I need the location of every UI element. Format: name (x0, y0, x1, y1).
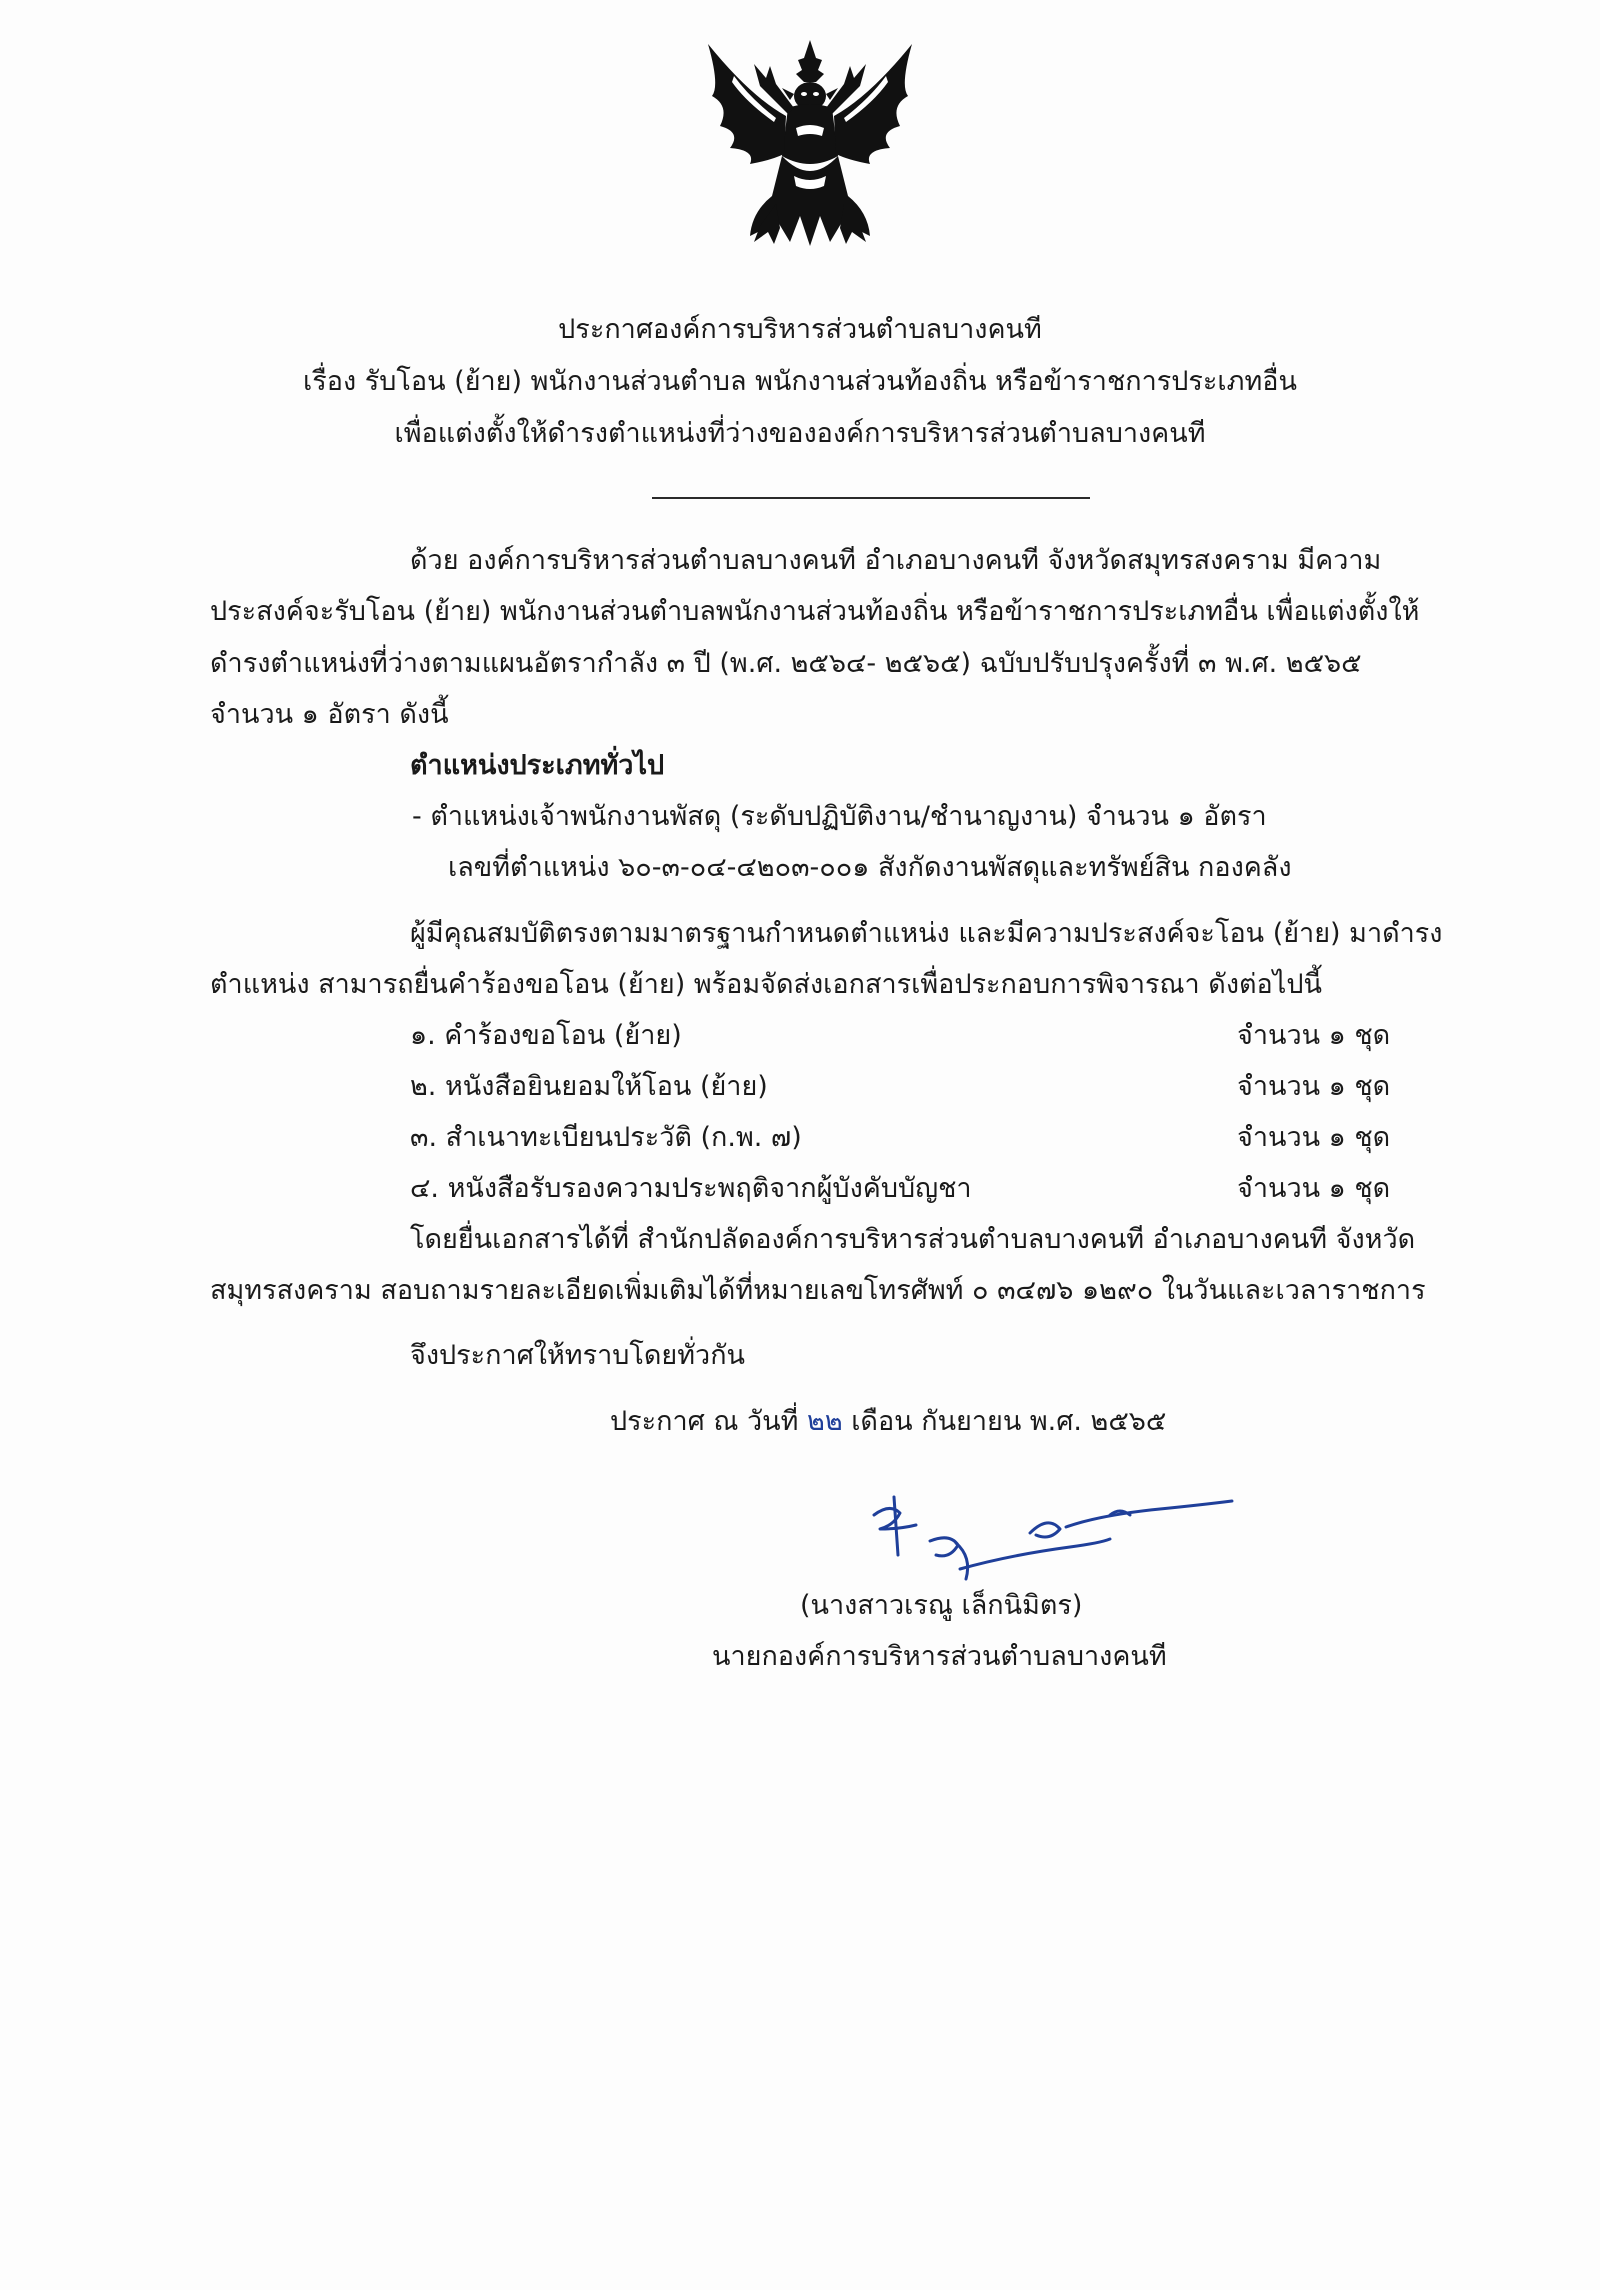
garuda-emblem-icon (690, 36, 930, 251)
intro-line-4: จำนวน ๑ อัตรา ดังนี้ (210, 699, 449, 730)
document-item-1: ๑. คำร้องขอโอน (ย้าย) (410, 1020, 682, 1051)
announcement-subject: เรื่อง รับโอน (ย้าย) พนักงานส่วนตำบล พนักงานส่วนท้องถิ่น หรือข้าราชการประเภทอื่น (303, 366, 1297, 397)
signatory-title: นายกองค์การบริหารส่วนตำบลบางคนที (712, 1641, 1167, 1672)
position-number-line: เลขที่ตำแหน่ง ๖๐-๓-๐๔-๔๒๐๓-๐๐๑ สังกัดงานพัสดุและทรัพย์สิน กองคลัง (448, 852, 1292, 883)
requirements-line-1: ผู้มีคุณสมบัติตรงตามมาตรฐานกำหนดตำแหน่ง และมีความประสงค์จะโอน (ย้าย) มาดำรง (410, 918, 1443, 949)
submission-line-1: โดยยื่นเอกสารได้ที่ สำนักปลัดองค์การบริหารส่วนตำบลบางคนที อำเภอบางคนที จังหวัด (410, 1224, 1416, 1255)
intro-line-2: ประสงค์จะรับโอน (ย้าย) พนักงานส่วนตำบลพนักงานส่วนท้องถิ่น หรือข้าราชการประเภทอื่น เพื่อแต่งตั้งให้ (210, 596, 1420, 627)
date-prefix: ประกาศ ณ วันที่ (610, 1406, 808, 1437)
position-title-line: - ตำแหน่งเจ้าพนักงานพัสดุ (ระดับปฏิบัติงาน/ชำนาญงาน) จำนวน ๑ อัตรา (412, 801, 1267, 832)
document-quantity-2: จำนวน ๑ ชุด (1237, 1071, 1391, 1102)
title-divider (652, 497, 1090, 499)
handwritten-signature-icon (860, 1485, 1240, 1595)
submission-line-2: สมุทรสงคราม สอบถามรายละเอียดเพิ่มเติมได้ที่หมายเลขโทรศัพท์ ๐ ๓๔๗๖ ๑๒๙๐ ในวันและเวลาราชการ (210, 1275, 1426, 1306)
date-day: ๒๒ (807, 1406, 843, 1437)
position-category-heading: ตำแหน่งประเภททั่วไป (410, 750, 665, 781)
date-suffix: เดือน กันยายน พ.ศ. ๒๕๖๕ (842, 1406, 1167, 1437)
requirements-line-2: ตำแหน่ง สามารถยื่นคำร้องขอโอน (ย้าย) พร้อมจัดส่งเอกสารเพื่อประกอบการพิจารณา ดังต่อไปนี้ (210, 969, 1322, 1000)
announcement-date (610, 1404, 1166, 1440)
document-quantity-3: จำนวน ๑ ชุด (1237, 1122, 1391, 1153)
document-item-2: ๒. หนังสือยินยอมให้โอน (ย้าย) (410, 1071, 768, 1102)
document-quantity-4: จำนวน ๑ ชุด (1237, 1173, 1391, 1204)
intro-line-1: ด้วย องค์การบริหารส่วนตำบลบางคนที อำเภอบางคนที จังหวัดสมุทรสงคราม มีความ (410, 545, 1382, 576)
intro-line-3: ดำรงตำแหน่งที่ว่างตามแผนอัตรากำลัง ๓ ปี (พ.ศ. ๒๕๖๔- ๒๕๖๕) ฉบับปรับปรุงครั้งที่ ๓ พ.ศ. ๒๕๖๕ (210, 648, 1362, 679)
document-item-3: ๓. สำเนาทะเบียนประวัติ (ก.พ. ๗) (410, 1122, 802, 1153)
document-quantity-1: จำนวน ๑ ชุด (1237, 1020, 1391, 1051)
closing-statement: จึงประกาศให้ทราบโดยทั่วกัน (410, 1340, 745, 1371)
document-item-4: ๔. หนังสือรับรองความประพฤติจากผู้บังคับบัญชา (410, 1173, 972, 1204)
announcement-title: ประกาศองค์การบริหารส่วนตำบลบางคนที (558, 314, 1042, 345)
announcement-subject-continued: เพื่อแต่งตั้งให้ดำรงตำแหน่งที่ว่างขององค์การบริหารส่วนตำบลบางคนที (394, 418, 1206, 449)
signatory-name: (นางสาวเรณู เล็กนิมิตร) (800, 1590, 1083, 1621)
